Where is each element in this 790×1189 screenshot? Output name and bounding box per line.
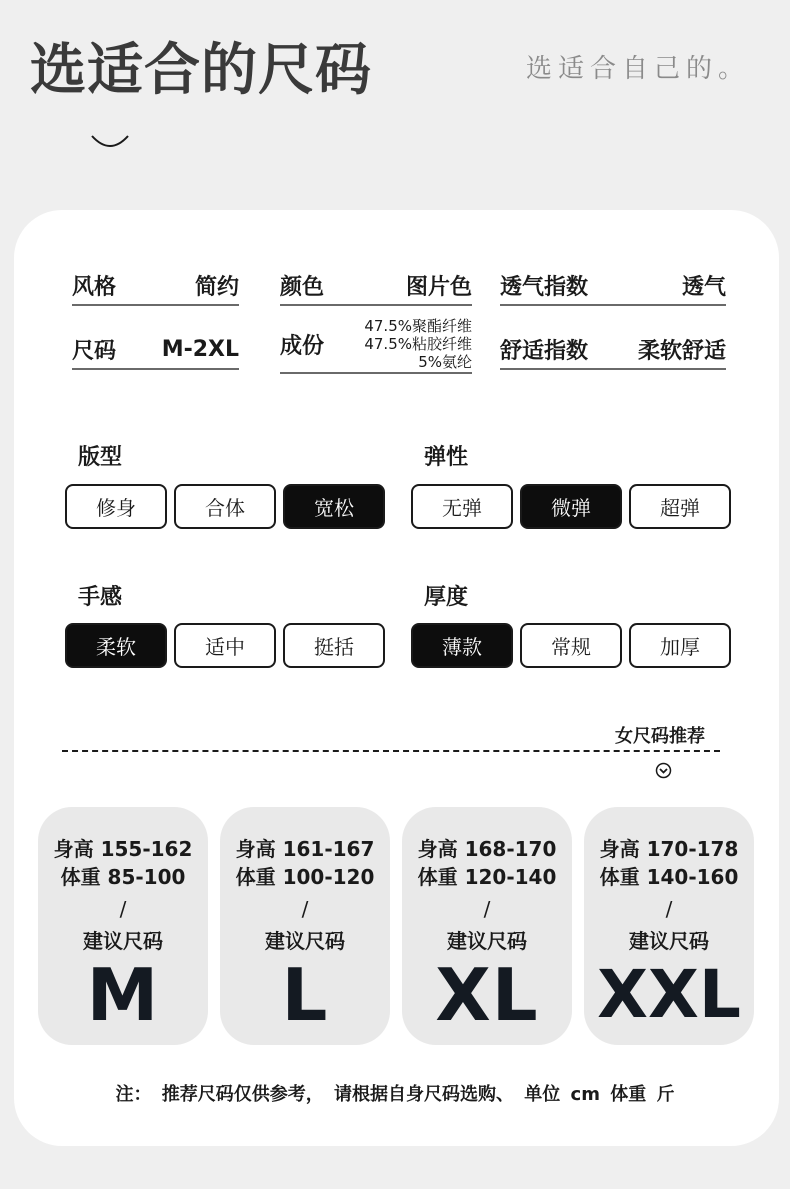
size-height: 身高 170-178 (599, 837, 739, 861)
size-height: 身高 168-170 (417, 837, 557, 861)
size-weight: 体重 85-100 (60, 865, 186, 889)
info-style-label: 风格 (72, 274, 117, 300)
page-subtitle: 选适合自己的。 (525, 54, 750, 84)
size-card-xl (402, 807, 572, 1045)
size-rec-label: 建议尺码 (447, 929, 527, 953)
size-letter: XL (435, 953, 539, 1037)
composition-line: 47.5%粘胶纤维 (364, 335, 472, 353)
info-style-value: 简约 (194, 274, 239, 300)
size-weight: 体重 140-160 (599, 865, 739, 889)
info-style (72, 266, 239, 306)
chevron-down-circle-icon (655, 762, 672, 779)
elastic-option-none[interactable]: 无弹 (411, 484, 513, 529)
info-color-value: 图片色 (405, 274, 472, 300)
elastic-option-high[interactable]: 超弹 (629, 484, 731, 529)
info-size-label: 尺码 (72, 338, 117, 364)
thick-option-thin[interactable]: 薄款 (411, 623, 513, 668)
feel-group-title: 手感 (78, 585, 123, 610)
fit-group-title: 版型 (78, 445, 123, 470)
size-rec-label: 建议尺码 (83, 929, 163, 953)
info-size (72, 330, 239, 370)
info-comfort (500, 330, 726, 370)
info-color (280, 266, 472, 306)
thick-group-title: 厚度 (424, 585, 469, 610)
elastic-group-title: 弹性 (424, 445, 469, 470)
size-rec-label: 建议尺码 (265, 929, 345, 953)
size-height: 身高 161-167 (235, 837, 375, 861)
size-letter: M (86, 953, 160, 1037)
info-color-label: 颜色 (280, 274, 325, 300)
feel-option-crisp[interactable]: 挺括 (283, 623, 385, 668)
info-composition-value (364, 317, 472, 371)
info-breath (500, 266, 726, 306)
info-breath-label: 透气指数 (500, 274, 589, 300)
fit-option-loose[interactable]: 宽松 (283, 484, 385, 529)
size-card-m (38, 807, 208, 1045)
info-comfort-label: 舒适指数 (500, 338, 589, 364)
composition-line: 5%氨纶 (418, 353, 472, 371)
thick-option-regular[interactable]: 常规 (520, 623, 622, 668)
size-letter: XXL (597, 956, 741, 1033)
page-title: 选适合的尺码 (30, 38, 372, 103)
size-slash: / (301, 897, 309, 921)
size-height: 身高 155-162 (53, 837, 193, 861)
size-card-l (220, 807, 390, 1045)
size-card-xxl (584, 807, 754, 1045)
feel-option-soft[interactable]: 柔软 (65, 623, 167, 668)
dashed-divider (62, 750, 720, 752)
size-weight: 体重 100-120 (235, 865, 375, 889)
info-breath-value: 透气 (681, 274, 726, 300)
fit-option-regular[interactable]: 合体 (174, 484, 276, 529)
size-recommend-title: 女尺码推荐 (615, 726, 705, 747)
size-slash: / (119, 897, 127, 921)
thick-option-thick[interactable]: 加厚 (629, 623, 731, 668)
fit-option-slim[interactable]: 修身 (65, 484, 167, 529)
feel-option-medium[interactable]: 适中 (174, 623, 276, 668)
smile-icon (90, 132, 130, 156)
composition-line: 47.5%聚酯纤维 (364, 317, 472, 335)
footnote: 注： 推荐尺码仅供参考， 请根据自身尺码选购、 单位 cm 体重 斤 (115, 1084, 675, 1105)
size-letter: L (281, 953, 329, 1037)
size-slash: / (665, 897, 673, 921)
info-comfort-value: 柔软舒适 (637, 338, 726, 364)
size-rec-label: 建议尺码 (629, 929, 709, 953)
info-size-value: M-2XL (161, 336, 239, 362)
info-composition (280, 316, 472, 374)
elastic-option-slight[interactable]: 微弹 (520, 484, 622, 529)
info-composition-label: 成份 (280, 333, 325, 359)
size-weight: 体重 120-140 (417, 865, 557, 889)
size-slash: / (483, 897, 491, 921)
